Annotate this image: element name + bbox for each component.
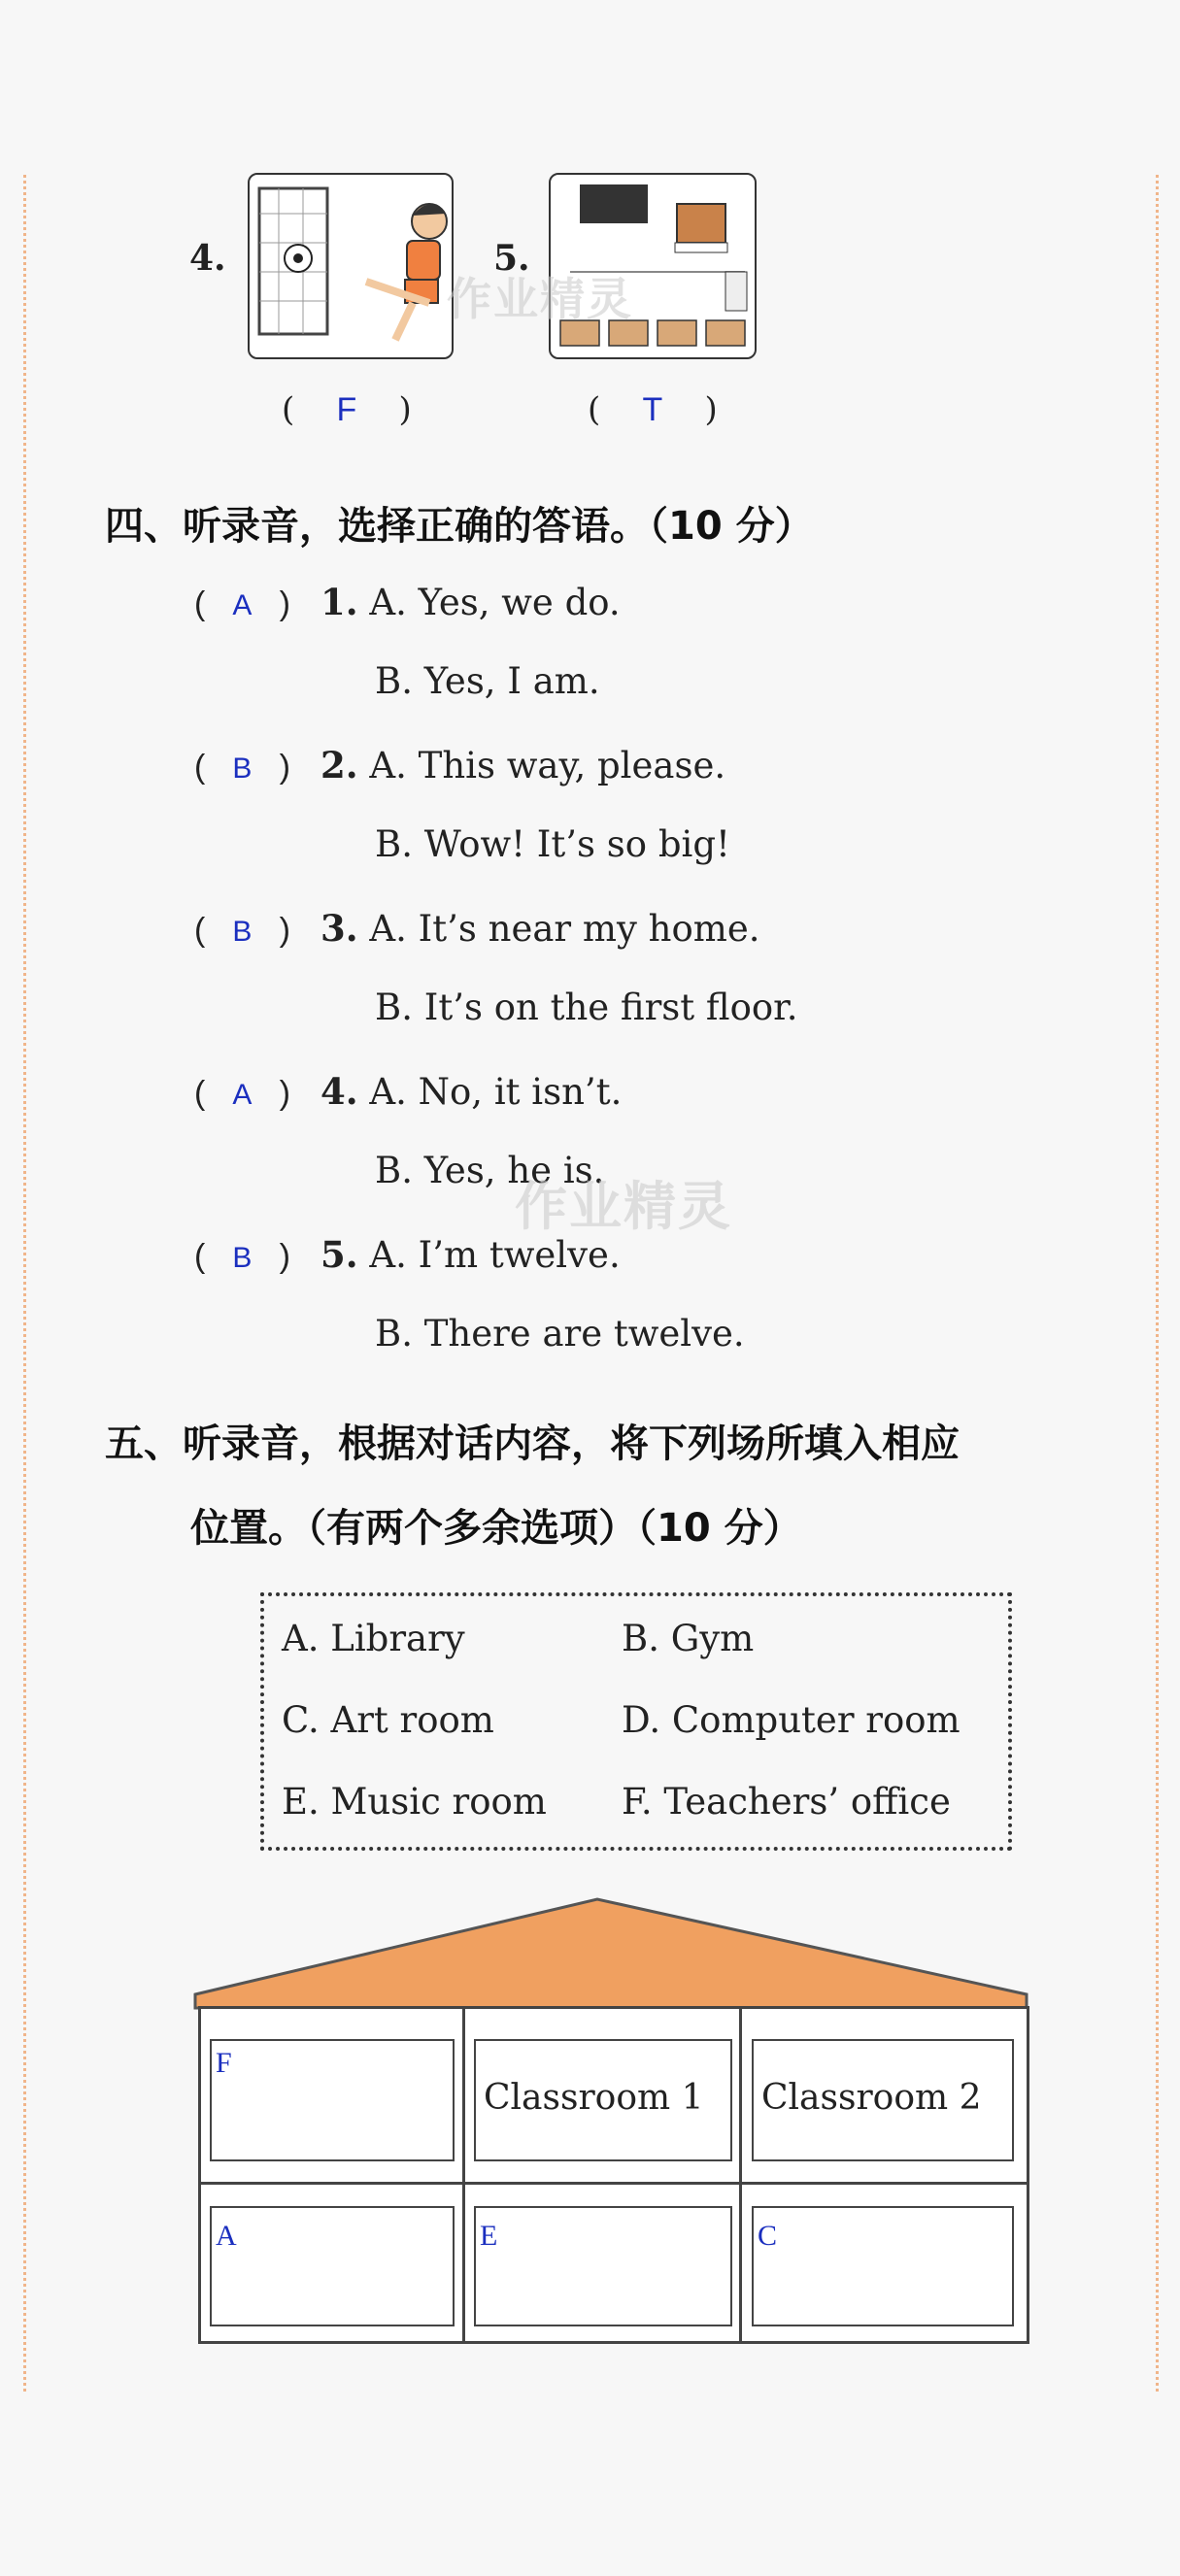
- question-3: ( B ) 3. A. It’s near my home.: [194, 907, 760, 950]
- room-label: Classroom 2: [761, 2078, 982, 2118]
- building-divider: [462, 2006, 465, 2341]
- option-art-room: C. Art room: [282, 1699, 494, 1741]
- answer-text: B: [232, 916, 253, 948]
- question-4-option-b: B. Yes, he is.: [375, 1150, 605, 1191]
- room-answer: A: [216, 2220, 237, 2252]
- watermark: 作业精灵: [515, 1176, 732, 1237]
- answer-text: T: [642, 391, 663, 428]
- question-number: 1.: [320, 581, 358, 623]
- option-teachers-office: F. Teachers’ office: [622, 1781, 951, 1823]
- section-4-title: 四、听录音，选择正确的答语。（10 分）: [105, 504, 814, 549]
- room-classroom-2: [752, 2039, 1014, 2161]
- question-2: ( B ) 2. A. This way, please.: [194, 744, 726, 786]
- question-number: 5.: [320, 1233, 358, 1276]
- picture-question-4-number: 4.: [189, 238, 226, 279]
- room-bottom-middle: [474, 2206, 732, 2326]
- option-library: A. Library: [282, 1618, 465, 1659]
- section-5-title-continued: 位置。（有两个多余选项）（10 分）: [190, 1506, 802, 1551]
- room-bottom-right: [752, 2206, 1014, 2326]
- building-floor-line: [198, 2182, 1027, 2185]
- question-5-option-b: B. There are twelve.: [375, 1313, 745, 1355]
- answer-text: F: [336, 391, 357, 428]
- room-classroom-1: [474, 2039, 732, 2161]
- soccer-goal-illustration: [250, 175, 452, 357]
- watermark: 作业精灵: [447, 273, 633, 325]
- option-music-room: E. Music room: [282, 1781, 547, 1823]
- options-box: [260, 1592, 1012, 1851]
- question-5: ( B ) 5. A. I’m twelve.: [194, 1233, 621, 1276]
- option-computer-room: D. Computer room: [622, 1699, 961, 1741]
- picture-question-4-answer: ( F ): [282, 390, 412, 429]
- question-2-option-b: B. Wow! It’s so big!: [375, 823, 730, 865]
- room-label: Classroom 1: [484, 2078, 704, 2118]
- building-divider: [739, 2006, 742, 2341]
- answer-text: A: [232, 1079, 253, 1111]
- answer-text: B: [232, 753, 253, 785]
- option-a: A. It’s near my home.: [369, 908, 760, 950]
- building-roof: [189, 1893, 1032, 2010]
- room-bottom-left: [210, 2206, 455, 2326]
- option-gym: B. Gym: [622, 1618, 755, 1659]
- option-a: A. I’m twelve.: [369, 1234, 621, 1276]
- picture-question-5-number: 5.: [493, 238, 530, 279]
- room-answer: E: [480, 2220, 498, 2252]
- question-number: 3.: [320, 907, 358, 950]
- question-1: ( A ) 1. A. Yes, we do.: [194, 581, 621, 623]
- picture-question-4-image: [248, 173, 454, 359]
- room-answer: F: [216, 2047, 232, 2079]
- answer-text: A: [232, 589, 253, 621]
- page-border-left: [23, 175, 26, 2392]
- section-5-title: 五、听录音，根据对话内容，将下列场所填入相应: [105, 1422, 960, 1466]
- room-answer: C: [758, 2220, 778, 2252]
- picture-question-5-answer: ( T ): [588, 390, 718, 429]
- question-4: ( A ) 4. A. No, it isn’t.: [194, 1070, 623, 1113]
- question-number: 4.: [320, 1070, 358, 1113]
- page-border-right: [1156, 175, 1159, 2392]
- room-top-left: [210, 2039, 455, 2161]
- option-a: A. Yes, we do.: [369, 582, 621, 623]
- option-a: A. No, it isn’t.: [369, 1071, 623, 1113]
- question-number: 2.: [320, 744, 358, 786]
- question-1-option-b: B. Yes, I am.: [375, 660, 600, 702]
- question-3-option-b: B. It’s on the first floor.: [375, 987, 798, 1028]
- option-a: A. This way, please.: [369, 745, 726, 786]
- answer-text: B: [232, 1242, 253, 1274]
